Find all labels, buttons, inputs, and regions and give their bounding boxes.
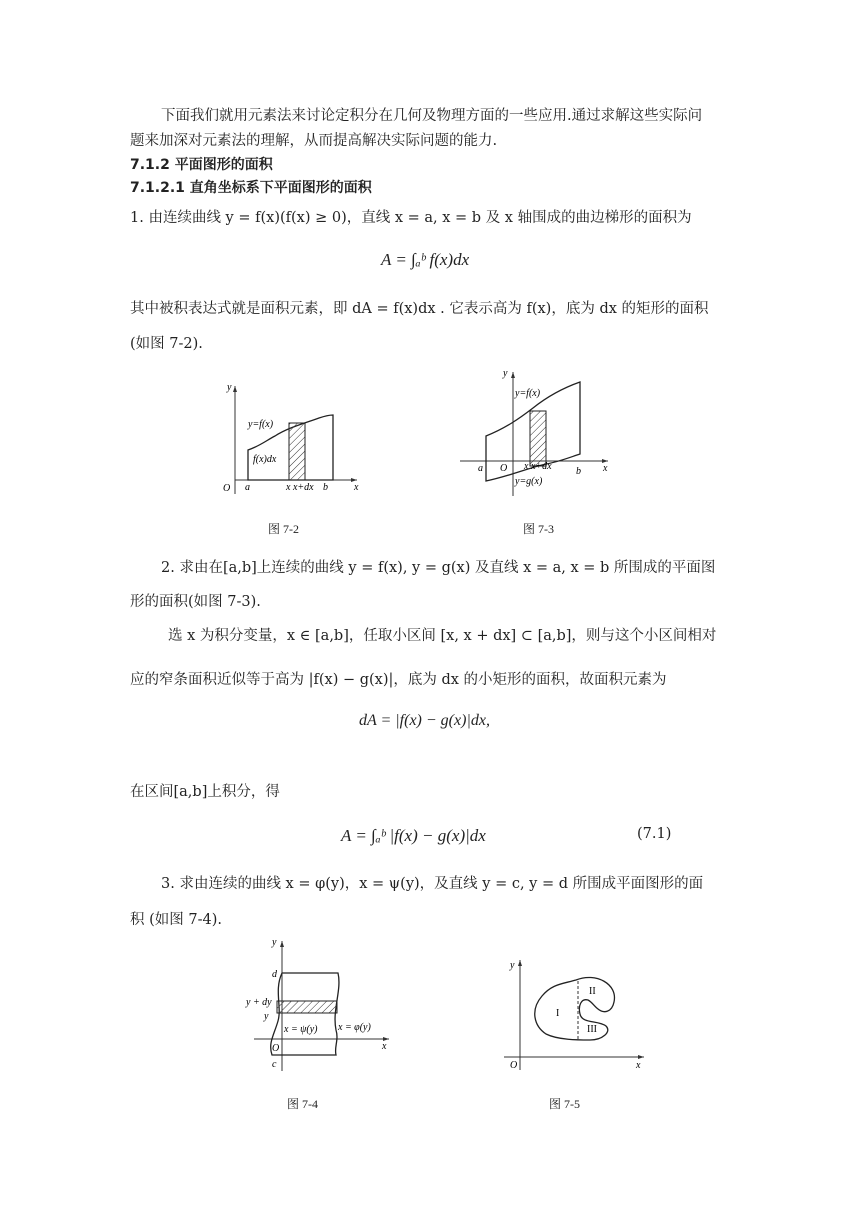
area-element-strip [277, 1001, 337, 1013]
item1-explain-1: 其中被积表达式就是面积元素，即 dA = f(x)dx . 它表示高为 f(x)，底为 dx 的矩形的面积 [130, 301, 709, 317]
b-label: b [323, 482, 328, 493]
subsection-heading: 7.1.2.1 直角坐标系下平面图形的面积 [130, 180, 372, 196]
region-iii-label: III [587, 1024, 597, 1035]
caption-7-3: 图 7-3 [523, 522, 554, 536]
region-i-label: I [556, 1008, 560, 1019]
y-label: y [510, 960, 515, 971]
equation-number: (7.1) [637, 826, 672, 842]
figure-7-5 [498, 954, 648, 1076]
x-label: x [636, 1060, 641, 1071]
x-xdx-label: x x+dx [286, 482, 314, 493]
y-plus-dy-label: y + dy [246, 997, 272, 1008]
figure-7-2 [215, 378, 365, 498]
item2-text-5: 在区间[a,b]上积分，得 [130, 784, 280, 800]
caption-7-5: 图 7-5 [549, 1097, 580, 1111]
origin-label: O [272, 1043, 280, 1054]
figure-7-4 [244, 935, 394, 1075]
y-tick-label: y [264, 1011, 269, 1022]
origin-label: O [223, 483, 231, 494]
y-label: y [272, 937, 277, 948]
area-element-strip [289, 423, 305, 480]
origin-label: O [500, 463, 508, 474]
fxdx-label: f(x)dx [253, 454, 277, 465]
phi-label: x = φ(y) [338, 1022, 371, 1033]
y-label: y [503, 368, 508, 379]
psi-label: x = ψ(y) [284, 1024, 318, 1035]
item2-formula-1: dA = |f(x) − g(x)|dx, [359, 712, 490, 729]
y-label: y [227, 382, 232, 393]
region [271, 973, 339, 1055]
region-ii-label: II [589, 986, 596, 997]
b-label: b [576, 466, 581, 477]
section-heading: 7.1.2 平面图形的面积 [130, 157, 273, 173]
fx-label: y=f(x) [515, 388, 541, 399]
item2-formula-2: A = ∫ₐᵇ |f(x) − g(x)|dx [341, 826, 486, 845]
intro-line-2: 题来加深对元素法的理解，从而提高解决实际问题的能力. [130, 133, 498, 149]
c-label: c [272, 1059, 277, 1070]
gx-label: y=g(x) [515, 476, 543, 487]
item2-text-3: 选 x 为积分变量，x ∈ [a,b]，任取小区间 [x, x + dx] ⊂ [a,b]，则与这个小区间相对 [168, 628, 717, 644]
x-label: x [354, 482, 359, 493]
item3-text-2: 积 (如图 7-4). [130, 912, 222, 928]
item2-text-2: 形的面积(如图 7-3). [130, 594, 261, 610]
item3-text-1: 3. 求由连续的曲线 x = φ(y)，x = ψ(y)，及直线 y = c, y = d 所围成平面图形的面 [161, 876, 704, 892]
d-label: d [272, 969, 277, 980]
a-label: a [478, 463, 483, 474]
item1-text: 1. 由连续曲线 y = f(x)(f(x) ≥ 0)，直线 x = a, x = b 及 x 轴围成的曲边梯形的面积为 [130, 210, 692, 226]
caption-7-2: 图 7-2 [268, 522, 299, 536]
figure-7-3 [458, 366, 618, 498]
item1-formula: A = ∫ₐᵇ f(x)dx [381, 250, 470, 269]
x-label: x [603, 463, 608, 474]
a-label: a [245, 482, 250, 493]
item1-explain-2: (如图 7-2). [130, 336, 203, 352]
fx-label: y=f(x) [248, 419, 274, 430]
origin-label: O [510, 1060, 518, 1071]
area-element-strip [530, 411, 546, 466]
item2-text-4: 应的窄条面积近似等于高为 |f(x) − g(x)|，底为 dx 的小矩形的面积，故面积元素为 [130, 672, 667, 688]
x-xdx-label: x x+dx [524, 461, 552, 472]
caption-7-4: 图 7-4 [287, 1097, 318, 1111]
intro-line-1: 下面我们就用元素法来讨论定积分在几何及物理方面的一些应用.通过求解这些实际问 [161, 108, 703, 124]
item2-text-1: 2. 求由在[a,b]上连续的曲线 y = f(x), y = g(x) 及直线 x = a, x = b 所围成的平面图 [161, 560, 716, 576]
x-label: x [382, 1041, 387, 1052]
bean-shaped-region [535, 977, 615, 1040]
